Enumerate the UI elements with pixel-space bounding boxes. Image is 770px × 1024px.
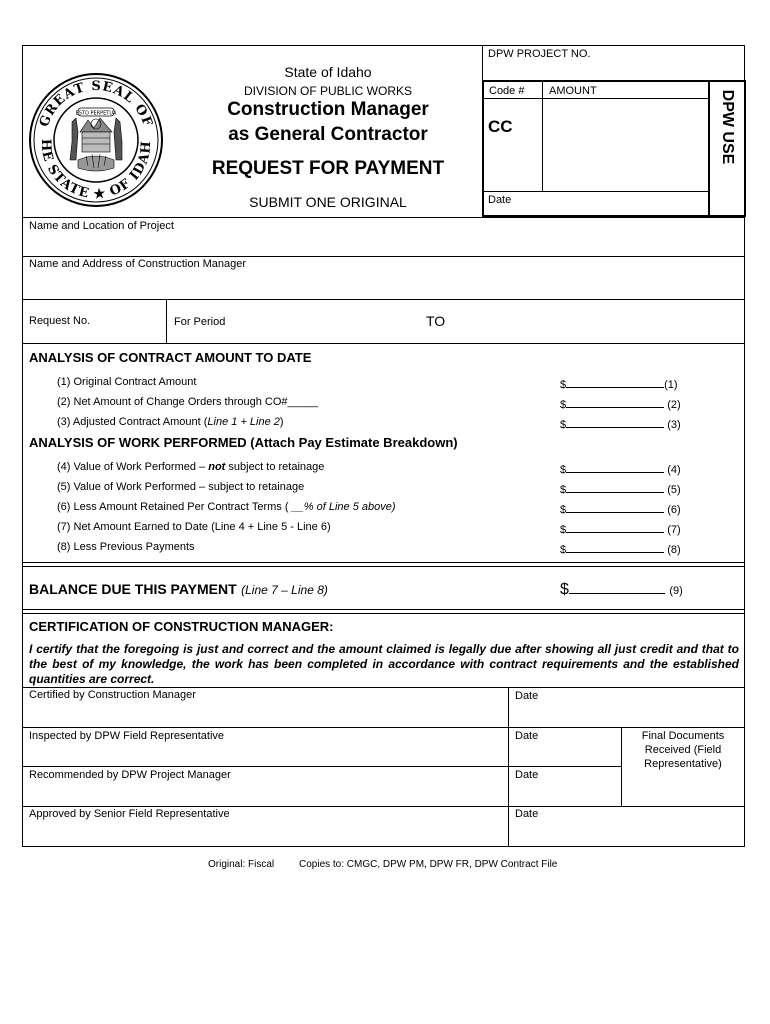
certified-signature-field[interactable] bbox=[23, 703, 507, 726]
approved-date-label: Date bbox=[515, 808, 539, 820]
certified-by-label: Certified by Construction Manager bbox=[29, 689, 196, 701]
state-name: State of Idaho bbox=[284, 64, 372, 80]
inspected-date-label: Date bbox=[515, 730, 539, 742]
dpw-use-box bbox=[482, 80, 746, 217]
dpw-date-label: Date bbox=[488, 194, 512, 206]
approved-by-label: Approved by Senior Field Representative bbox=[29, 808, 230, 820]
cm-field-label: Name and Address of Construction Manager bbox=[29, 258, 247, 270]
line-3-amount[interactable]: $ (3) bbox=[560, 416, 681, 431]
line-6-label: (6) Less Amount Retained Per Contract Terms ( __% of Line 5 above) bbox=[57, 501, 396, 513]
svg-text:GREAT SEAL OF: GREAT SEAL OF bbox=[36, 78, 156, 130]
balance-due-amount[interactable]: $ (9) bbox=[560, 581, 683, 598]
footer-original: Original: Fiscal bbox=[208, 859, 275, 870]
certification-text: I certify that the foregoing is just and correct and the amount claimed is legally due after showing all just credit and that to the best of my knowledge, the work has been completed in accordance with contract requirements and the established quantities are correct. bbox=[29, 642, 739, 686]
certification-heading: CERTIFICATION OF CONSTRUCTION MANAGER: bbox=[29, 619, 334, 634]
line-2-amount[interactable]: $ (2) bbox=[560, 396, 681, 411]
line-4-amount[interactable]: $ (4) bbox=[560, 461, 681, 476]
contract-analysis-heading: ANALYSIS OF CONTRACT AMOUNT TO DATE bbox=[29, 350, 312, 365]
project-field[interactable] bbox=[23, 234, 744, 256]
recommended-by-label: Recommended by DPW Project Manager bbox=[29, 769, 231, 781]
request-heading: REQUEST FOR PAYMENT bbox=[211, 158, 445, 179]
svg-text:ESTO PERPETUA: ESTO PERPETUA bbox=[75, 110, 117, 117]
request-no-label: Request No. bbox=[29, 315, 91, 327]
dpw-use-label: DPW USE bbox=[719, 89, 736, 165]
recommended-signature-field[interactable] bbox=[23, 783, 507, 805]
cm-field[interactable] bbox=[23, 272, 744, 298]
submit-note: SUBMIT ONE ORIGINAL bbox=[249, 194, 407, 210]
line-8-label: (8) Less Previous Payments bbox=[57, 541, 195, 553]
cc-code: CC bbox=[488, 117, 513, 136]
line-1-label: (1) Original Contract Amount bbox=[57, 376, 197, 388]
line-6-amount[interactable]: $ (6) bbox=[560, 501, 681, 516]
amount-label: AMOUNT bbox=[549, 85, 597, 97]
dpw-project-no-label: DPW PROJECT NO. bbox=[488, 48, 591, 60]
recommended-date-label: Date bbox=[515, 769, 539, 781]
division-name: DIVISION OF PUBLIC WORKS bbox=[243, 84, 413, 98]
work-analysis-heading: ANALYSIS OF WORK PERFORMED (Attach Pay Estimate Breakdown) bbox=[29, 435, 458, 450]
code-label: Code # bbox=[489, 85, 525, 97]
inspected-signature-field[interactable] bbox=[23, 744, 507, 765]
idaho-seal-icon bbox=[28, 72, 164, 208]
line-5-amount[interactable]: $ (5) bbox=[560, 481, 681, 496]
line-3-label: (3) Adjusted Contract Amount (Line 1 + Line 2) bbox=[57, 416, 284, 428]
balance-due-label: BALANCE DUE THIS PAYMENT (Line 7 – Line 8) bbox=[29, 581, 328, 597]
svg-text:THE STATE ★ OF IDAHO: HE STATE ★ OF IDAH bbox=[37, 138, 155, 203]
final-documents-label: Final Documents Received (Field Representative) bbox=[641, 730, 725, 770]
for-period-label: For Period bbox=[174, 316, 226, 328]
title-line-1: Construction Manager bbox=[227, 99, 429, 120]
inspected-by-label: Inspected by DPW Field Representative bbox=[29, 730, 225, 742]
line-7-amount[interactable]: $ (7) bbox=[560, 521, 681, 536]
line-8-amount[interactable]: $ (8) bbox=[560, 541, 681, 556]
approved-signature-field[interactable] bbox=[23, 822, 507, 845]
certified-date-label: Date bbox=[515, 690, 539, 702]
footer-copies: Copies to: CMGC, DPW PM, DPW FR, DPW Contract File bbox=[299, 859, 558, 870]
line-4-label: (4) Value of Work Performed – not subject to retainage bbox=[57, 461, 325, 473]
project-field-label: Name and Location of Project bbox=[29, 220, 174, 232]
to-label: TO bbox=[426, 313, 446, 329]
line-1-amount[interactable]: $ (1) bbox=[560, 376, 678, 391]
title-line-2: as General Contractor bbox=[228, 124, 428, 145]
line-2-label: (2) Net Amount of Change Orders through CO#_____ bbox=[57, 396, 319, 408]
line-7-label: (7) Net Amount Earned to Date (Line 4 + Line 5 - Line 6) bbox=[57, 521, 331, 533]
line-5-label: (5) Value of Work Performed – subject to retainage bbox=[57, 481, 305, 493]
